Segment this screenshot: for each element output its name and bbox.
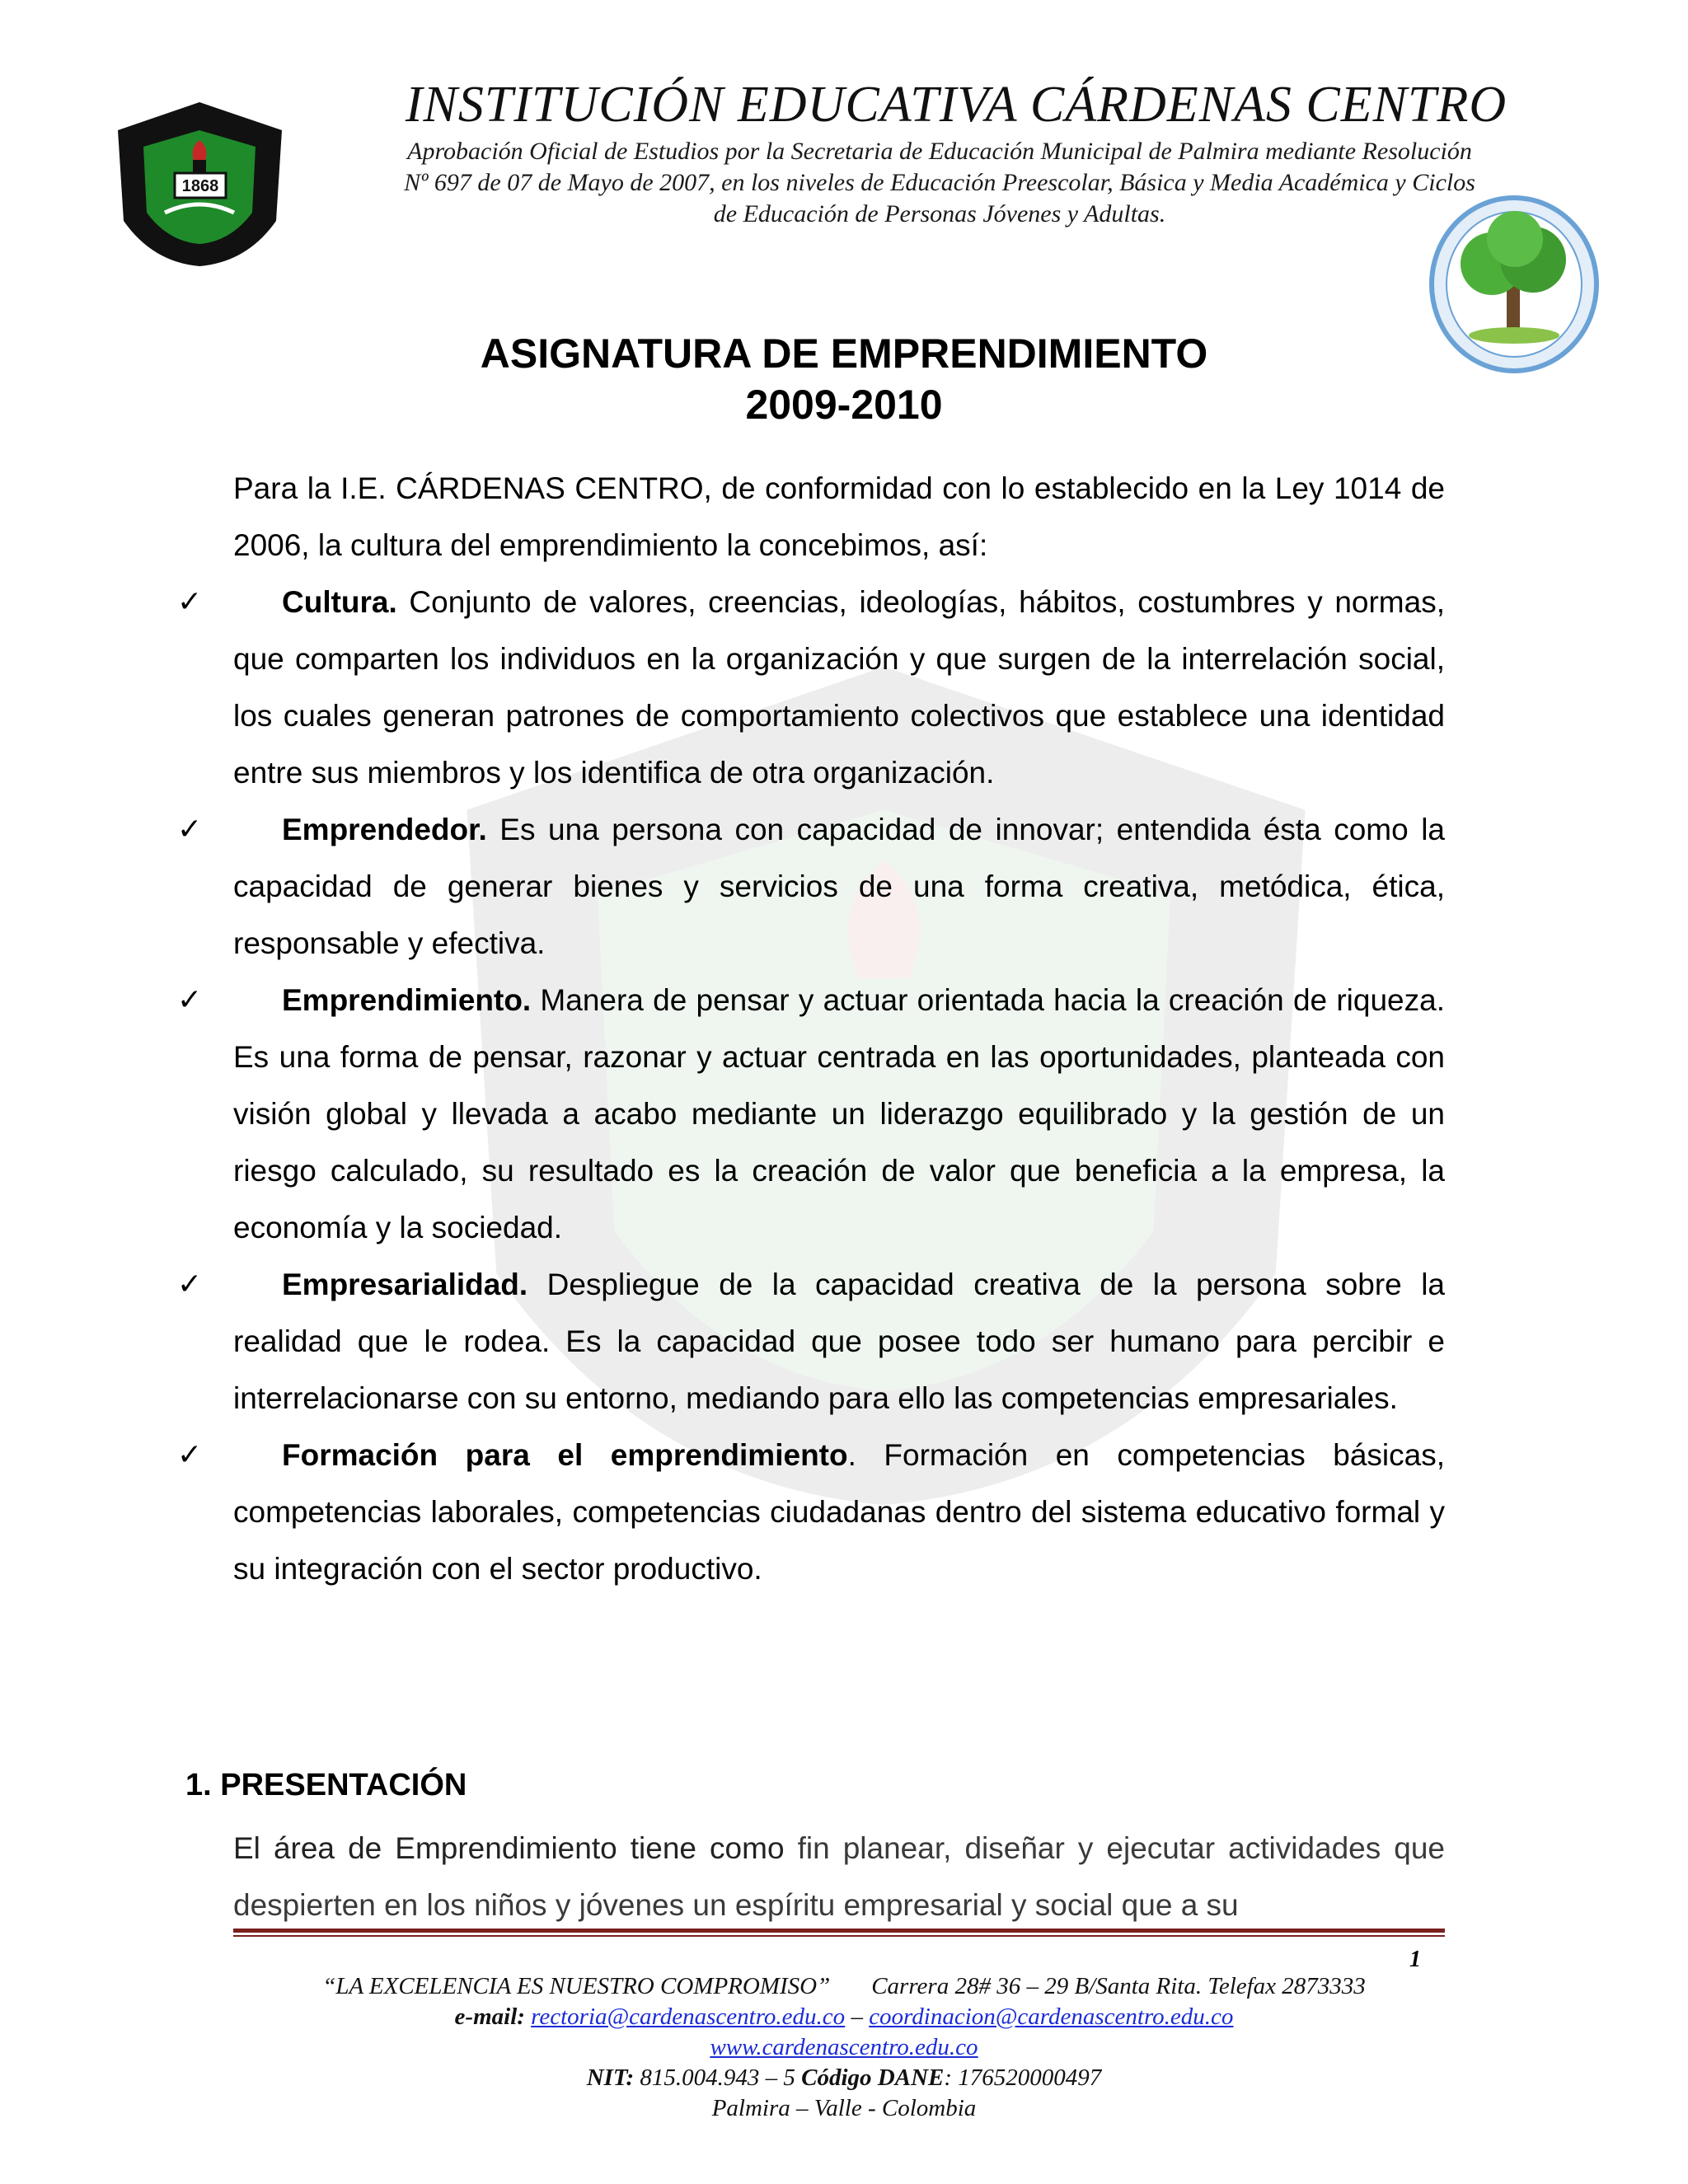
definition-item (177, 1256, 1445, 1427)
page-number: 1 (1409, 1947, 1421, 1972)
footer-rule-thin (233, 1935, 1445, 1937)
section-heading: 1. PRESENTACIÓN (185, 1768, 467, 1802)
footer-line-email (0, 2002, 1688, 2032)
email-separator: – (845, 2004, 870, 2030)
definition-item (177, 574, 1445, 801)
footer-line-ids (0, 2063, 1688, 2093)
definition-term: Formación para el emprendimiento (282, 1438, 848, 1472)
dane-value: : 176520000497 (944, 2064, 1102, 2091)
email-coordinacion-link[interactable]: coordinacion@cardenascentro.edu.co (869, 2004, 1234, 2030)
title-line-1: ASIGNATURA DE EMPRENDIMIENTO (480, 330, 1208, 377)
section-paragraph (233, 1820, 1445, 1933)
checkmark-icon: ✓ (177, 813, 203, 846)
section-text-a: El área de Emprendimiento tiene como (233, 1831, 785, 1865)
section-text-b: fin planear, diseñar y ejecutar actividades que despierten en los niños y jóvenes un espíritu empresarial y social que a su (233, 1831, 1446, 1922)
footer-line-city (0, 2093, 1688, 2124)
nit-label: NIT: (586, 2064, 635, 2091)
checkmark-icon: ✓ (177, 983, 203, 1017)
definition-text: Manera de pensar y actuar orientada hacia la creación de riqueza. Es una forma de pensar, razonar y actuar centrada en las oportunidades, planteada con visión global y llevada a acabo mediante un liderazgo equilibrado y la gestión de un riesgo calculado, su resultado es la creación de valor que beneficia a la empresa, la economía y la sociedad. (233, 983, 1445, 1244)
email-rectoria-link[interactable]: rectoria@cardenascentro.edu.co (531, 2004, 846, 2030)
definition-text: Despliegue de la capacidad creativa de la persona sobre la realidad que le rodea. Es la capacidad que posee todo ser humano para percibir e interrelacionarse con su entorno, mediando para ello las competencias empresariales. (233, 1268, 1445, 1415)
website-link[interactable]: www.cardenascentro.edu.co (710, 2034, 978, 2060)
dane-label: Código DANE (801, 2064, 945, 2091)
institution-name: INSTITUCIÓN EDUCATIVA CÁRDENAS CENTRO (405, 77, 1507, 133)
approval-line: de Educación de Personas Jóvenes y Adultas. (713, 200, 1166, 227)
footer-line-web (0, 2032, 1688, 2063)
footer-city: Palmira – Valle - Colombia (711, 2095, 977, 2121)
definition-text: Conjunto de valores, creencias, ideologías, hábitos, costumbres y normas, que comparten los individuos en la organización y que surgen de la interrelación social, los cuales generan patrones de comportamiento colectivos que establece una identidad entre sus miembros y los identifica de otra organización. (233, 585, 1445, 790)
definition-item (177, 1427, 1445, 1597)
intro-paragraph: Para la I.E. CÁRDENAS CENTRO, de conformidad con lo establecido en la Ley 1014 de 2006, la cultura del emprendimiento la concebimos, así: (233, 471, 1445, 562)
crest-year: 1868 (181, 177, 219, 195)
footer (0, 1971, 1688, 2124)
footer-motto: “LA EXCELENCIA ES NUESTRO COMPROMISO” (322, 1973, 831, 1999)
footer-rule (233, 1929, 1445, 1933)
school-crest-logo (107, 97, 293, 270)
checkmark-icon: ✓ (177, 1438, 203, 1472)
checkmark-icon: ✓ (177, 1268, 203, 1301)
definition-term: Emprendimiento. (282, 983, 532, 1017)
definition-item (177, 972, 1445, 1256)
title-year: 2009-2010 (745, 382, 943, 428)
document-title (0, 328, 1688, 430)
definition-term: Cultura. (282, 585, 397, 619)
approval-line: Aprobación Oficial de Estudios por la Secretaria de Educación Municipal de Palmira mediante Resolución (407, 138, 1472, 165)
definition-item (177, 801, 1445, 972)
definition-term: Emprendedor. (282, 813, 487, 846)
email-label: e-mail: (454, 2004, 525, 2030)
definition-term: Empresarialidad. (282, 1268, 528, 1301)
approval-text (305, 136, 1574, 230)
approval-line: Nº 697 de 07 de Mayo de 2007, en los niveles de Educación Preescolar, Básica y Media Académica y Ciclos (404, 169, 1475, 196)
definition-text: Es una persona con capacidad de innovar; entendida ésta como la capacidad de generar bienes y servicios de una forma creativa, metódica, ética, responsable y efectiva. (233, 813, 1445, 960)
definition-text: . Formación en competencias básicas, competencias laborales, competencias ciudadanas dentro del sistema educativo formal y su integración con el sector productivo. (233, 1438, 1445, 1586)
checkmark-icon: ✓ (177, 585, 203, 619)
document-body (177, 460, 1445, 1597)
footer-line-motto (0, 1971, 1688, 2002)
nit-value: 815.004.943 – 5 (634, 2064, 802, 2091)
footer-address: Carrera 28# 36 – 29 B/Santa Rita. Telefax 2873333 (871, 1973, 1366, 1999)
